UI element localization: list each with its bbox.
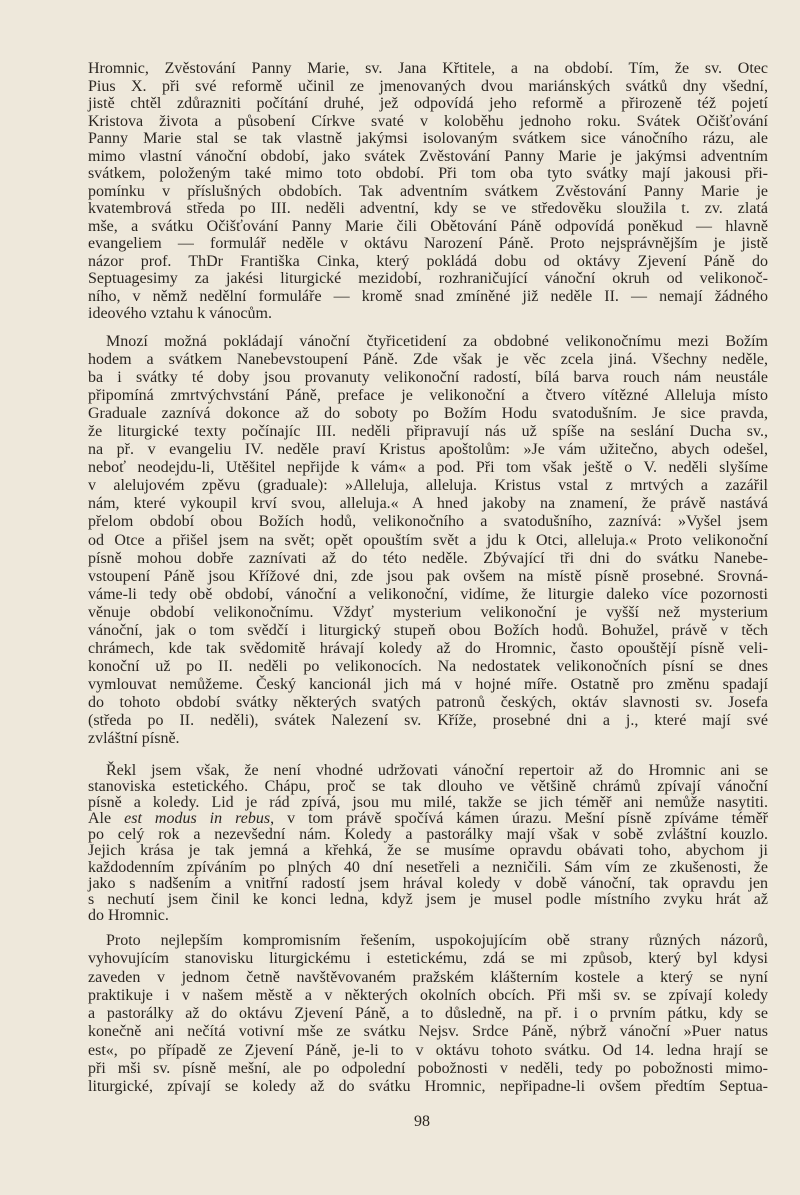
text-line: od Otce a přišel jsem na svět; opět opouštím svět a jdu k Otci, alleluja.« Proto velikonoční xyxy=(88,531,768,549)
paragraph xyxy=(88,60,768,323)
text-line: hodem a svátkem Nanebevstoupení Páně. Zde však je věc zcela jiná. Všechny neděle, xyxy=(88,351,768,369)
text-line: Proto nejlepším kompromisním řešením, uspokojujícím obě strany různých názorů, xyxy=(106,932,768,949)
text-line: konečně ani nečítá votivní mše ze svátku Nejsv. Srdce Páně, nýbrž vánoční »Puer natus xyxy=(88,1023,768,1041)
text-line: jako s nadšením a vnitřní radostí jsem hrával koledy v době vánoční, tak opravdu jen xyxy=(88,874,768,892)
text-line: evangeliem — formulář neděle v oktávu Narození Páně. Proto nejsprávnějším je jistě xyxy=(88,235,768,252)
text-line: Řekl jsem však, že není vhodné udržovati vánoční repertoir až do Hromnic ani se xyxy=(106,762,768,779)
text-line: Mnozí možná pokládají vánoční čtyřicetidení za obdobné velikonočnímu mezi Božím xyxy=(106,333,768,350)
text-segment: , v tom právě spočívá kámen úrazu. Mešní písně zpíváme téměř xyxy=(270,810,768,828)
text-line: přelom období obou Božích hodů, velikonočního a svatodušního, zaznívá: »Vyšel jsem xyxy=(88,513,768,531)
text-line: zaveden v jednom četně navštěvovaném pražském klášterním kostele a který se nyní xyxy=(88,968,768,986)
paragraph xyxy=(88,333,768,748)
text-line: mimo vlastní vánoční období, jako svátek Zvěstování Panny Marie je jakýmsi adventním xyxy=(88,147,768,165)
text-line: s nechutí jsem činil ke konci ledna, když jsem je musel podle místního zvyku hrát až xyxy=(88,890,768,908)
text-line: stanoviska estetického. Chápu, proč se tak dlouho ve většině chrámů zpívají vánoční xyxy=(88,778,768,796)
text-line: písně a koledy. Lid je rád zpívá, jsou mu milé, takže se jich téměř ani nemůže nasytiti. xyxy=(88,794,768,812)
text-line: konoční už po II. neděli po velikonocích. Na nedostatek velikonočních písní se dnes xyxy=(88,657,768,675)
text-line: chrámech, kde tak svědomitě hrávají koledy až do Hromnic, často opouštějí písně veli- xyxy=(88,639,768,657)
text-line: mše, a svátku Očišťování Panny Marie čili Obětování Páně odpovídá poněkud — hlavně xyxy=(88,217,768,235)
text-line: praktikuje i v našem městě a v některých okolních obcích. Při mši sv. se zpívají koledy xyxy=(88,986,768,1004)
text-line: věnuje období velikonočnímu. Vždyť mysterium velikonoční je vyšší než mysterium xyxy=(88,603,768,621)
text-line: že liturgické texty počínajíc III. neděli připravují nás už spíše na seslání Ducha sv., xyxy=(88,423,768,441)
text-line: Graduale zaznívá dokonce až do soboty po Božím Hodu svatodušním. Je sice pravda, xyxy=(88,405,768,423)
text-line: váme-li tedy obě období, vánoční a velikonoční, vidíme, že liturgie daleko více pozornosti xyxy=(88,585,768,603)
text-line: vyhovujícím stanovisku liturgickému i estetickému, zdá se mi způsob, který byl kdysi xyxy=(88,950,768,968)
paragraph xyxy=(88,932,768,1096)
text-line xyxy=(88,811,768,827)
text-line: Kristova života a působení Církve svaté v koloběhu jednoho roku. Svátek Očišťování xyxy=(88,112,768,130)
page-number: 98 xyxy=(414,1113,430,1130)
text-line: ního, v němž nedělní formuláře — kromě snad zmíněné již neděle II. — nemají žádného xyxy=(88,287,768,305)
text-line: kvatembrová středa po III. neděli adventní, kdy se ve středověku sloužila t. zv. zlatá xyxy=(88,200,768,217)
text-line: Panny Marie stal se tak vlastně jakýmsi isolovaným svátkem sice vánočního rázu, ale xyxy=(88,130,768,147)
text-line: do tohoto období svátky některých svatých patronů českých, oktáv slavnosti sv. Josefa xyxy=(88,693,768,711)
text-line: připomíná zmrtvýchvstání Páně, preface je velikonoční a čtvero vítězné Alleluja místo xyxy=(88,387,768,405)
text-line: vymlouvat nemůžeme. Český kancionál jich má v hojné míře. Ostatně pro změnu spadají xyxy=(88,675,768,693)
text-segment: Ale xyxy=(88,810,125,828)
text-line: jistě chtěl zdůrazniti počítání druhé, jež odpovídá jeho reformě a přirozeně též pojetí xyxy=(88,95,768,112)
text-line: v alelujovém zpěvu (graduale): »Alleluja, alleluja. Kristus vstal z mrtvých a zazářil xyxy=(88,477,768,495)
text-line: ideového vztahu k vánocům. xyxy=(88,305,272,322)
text-line: na př. v evangeliu IV. neděle praví Kristus apoštolům: »Je vám užitečno, abych odešel, xyxy=(88,441,768,459)
text-line: zvláštní písně. xyxy=(88,730,180,748)
text-line: est«, po případě ze Zjevení Páně, je-li to v oktávu tohoto svátku. Od 14. ledna hrají se xyxy=(88,1041,768,1059)
text-line: liturgické, zpívají se koledy až do svátku Hromnic, nepřipadne-li ovšem předtím Septua- xyxy=(88,1078,768,1095)
text-line: do Hromnic. xyxy=(88,906,169,924)
text-line: vánoční, jak o tom svědčí i liturgický stupeň obou Božích hodů. Bohužel, právě v těch xyxy=(88,621,768,639)
text-line: Hromnic, Zvěstování Panny Marie, sv. Jana Křtitele, a na období. Tím, že sv. Otec xyxy=(88,60,768,77)
text-line: každodenním zpíváním po plných 40 dní nesetřeli a nezničili. Sám vím ze zkušenosti, že xyxy=(88,858,768,876)
paragraph xyxy=(88,763,768,924)
text-line: a pastorálky až do oktávu Zjevení Páně, a to důsledně, na př. i o prvním pátku, kdy se xyxy=(88,1005,768,1022)
text-line: Septuagesimy za jakési liturgické mezidobí, rozhraničující vánoční okruh od velikonoč- xyxy=(88,270,768,287)
text-line: svátkem, položeným také mimo toto období. Při tom oba tyto svátky mají jakousi při- xyxy=(88,165,768,182)
text-line: při mši sv. písně mešní, ale po odpolední pobožnosti v neděli, tedy po pobožnosti mimo- xyxy=(88,1059,768,1077)
text-line: nám, které vykoupil krví svou, alleluja.« A hned jakoby na znamení, že právě nastává xyxy=(88,495,768,513)
text-line: vstoupení Páně jsou Křížové dni, zde jsou pak ovšem na místě písně prosebné. Srovná- xyxy=(88,567,768,585)
text-line: po celý rok a nezevšední nám. Koledy a pastorálky mají však v sobě zvláštní kouzlo. xyxy=(88,826,768,844)
text-line: ba i svátky té doby jsou provanuty velikonoční radostí, bílá barva rouch nám neustále xyxy=(88,369,768,387)
text-line: pomínku v příslušných obdobích. Tak adventním svátkem Zvěstování Panny Marie je xyxy=(88,182,768,200)
text-line: písně mohou dobře zaznívati až do této neděle. Zbývající tři dni do svátku Nanebe- xyxy=(88,549,768,567)
text-line: neboť neodejdu-li, Utěšitel nepřijde k vám« a pod. Při tom však ještě o V. neděli slyšíme xyxy=(88,459,768,477)
text-line: názor prof. ThDr Františka Cinka, který pokládá dobu od oktávy Zjevení Páně do xyxy=(88,252,768,270)
text-line: Jejich krása je tak jemná a křehká, že se musíme opravdu obávati toho, abychom ji xyxy=(88,842,768,860)
text-line: Pius X. při své reformě učinil ze jmenovaných dvou mariánských svátků dny všední, xyxy=(88,77,768,95)
italic-phrase: est modus in rebus xyxy=(124,810,271,828)
text-line: (středa po II. neděli), svátek Nalezení sv. Kříže, prosebné dni a j., které mají své xyxy=(88,711,768,729)
